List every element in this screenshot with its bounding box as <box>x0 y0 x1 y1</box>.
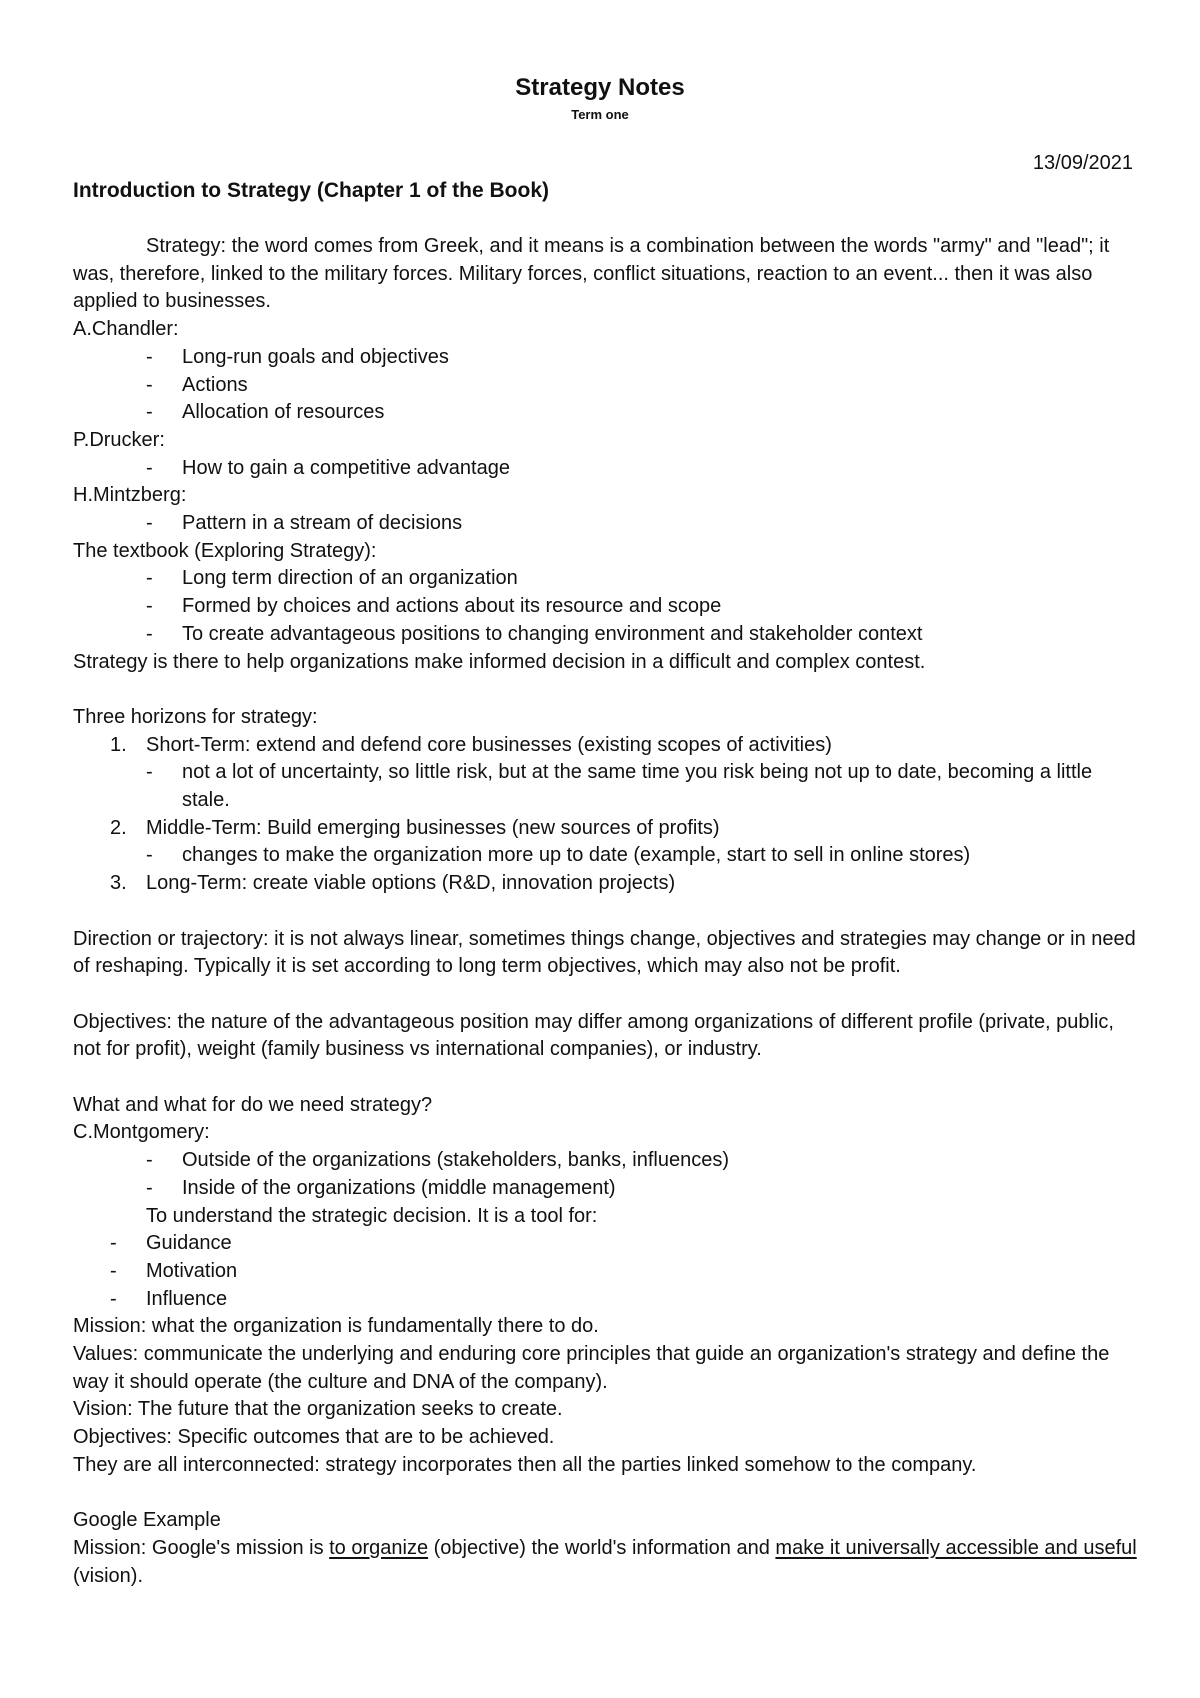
horizons-list <box>73 732 1139 898</box>
help-line: Strategy is there to help organizations make informed decision in a difficult and complex contest. <box>73 650 926 673</box>
list-item: - Allocation of resources <box>146 401 385 424</box>
list-item: - Pattern in a stream of decisions <box>146 512 463 535</box>
underlined-phrase: to organize <box>329 1536 429 1559</box>
textbook-list <box>73 565 1139 648</box>
document-body <box>73 233 1139 1590</box>
list-item: - changes to make the organization more up to date (example, start to sell in online stores) <box>146 844 971 867</box>
document-subtitle: Term one <box>571 107 629 122</box>
chandler-label: A.Chandler: <box>73 318 179 341</box>
list-item: - Guidance <box>110 1232 232 1255</box>
mission-line: Mission: what the organization is fundamentally there to do. <box>73 1315 599 1338</box>
direction-paragraph: Direction or trajectory: it is not always linear, sometimes things change, objectives and strategies may change or in need of reshaping. Typically it is set according to long term objectives, which may also not be profit. <box>73 927 1136 978</box>
document-title: Strategy Notes <box>515 74 685 101</box>
list-item: - Formed by choices and actions about its resource and scope <box>146 595 722 618</box>
list-item: - How to gain a competitive advantage <box>146 456 510 479</box>
horizons-label: Three horizons for strategy: <box>73 705 318 728</box>
vision-line: Vision: The future that the organization seeks to create. <box>73 1398 563 1421</box>
google-mission: Mission: Google's mission is to organize (objective) the world's information and make it universally accessible and useful (vision). <box>73 1536 1137 1587</box>
montgomery-list <box>73 1147 1139 1202</box>
objectives-line: Objectives: Specific outcomes that are to be achieved. <box>73 1426 555 1449</box>
google-label: Google Example <box>73 1509 221 1532</box>
drucker-list <box>73 455 1139 483</box>
mintzberg-list <box>73 510 1139 538</box>
connected-line: They are all interconnected: strategy incorporates then all the parties linked somehow to the company. <box>73 1453 977 1476</box>
textbook-label: The textbook (Exploring Strategy): <box>73 539 377 562</box>
mintzberg-label: H.Mintzberg: <box>73 484 187 507</box>
list-item: - Actions <box>146 373 248 396</box>
tool-list <box>37 1230 1139 1313</box>
list-item: 2. Middle-Term: Build emerging businesses (new sources of profits) - changes to make the organization more up to date (example, start to sell in online stores) <box>73 815 1139 870</box>
list-item: - Inside of the organizations (middle management) <box>146 1176 616 1199</box>
list-item: - Motivation <box>110 1259 238 1282</box>
document-date: 13/09/2021 <box>1032 152 1133 174</box>
list-item: 3. Long-Term: create viable options (R&D, innovation projects) <box>110 872 676 895</box>
intro-paragraph: Strategy: the word comes from Greek, and it means is a combination between the words "army" and "lead"; it was, therefore, linked to the military forces. Military forces, conflict situations, reaction to an event... then it was also applied to businesses. <box>73 235 1110 313</box>
what-for-line: What and what for do we need strategy? <box>73 1093 433 1116</box>
underlined-phrase: make it universally accessible and useful <box>775 1536 1137 1559</box>
list-item: - Influence <box>110 1287 228 1310</box>
list-item: - Long-run goals and objectives <box>146 345 449 368</box>
list-item: 1. Short-Term: extend and defend core businesses (existing scopes of activities) - not a lot of uncertainty, so little risk, but at the same time you risk being not up to date, becoming a little stale. <box>73 732 1139 815</box>
list-item: - To create advantageous positions to changing environment and stakeholder context <box>146 622 923 645</box>
list-item: - Outside of the organizations (stakeholders, banks, influences) <box>146 1149 729 1172</box>
list-item: - not a lot of uncertainty, so little risk, but at the same time you risk being not up to date, becoming a little stale. <box>146 761 1093 812</box>
montgomery-label: C.Montgomery: <box>73 1121 210 1144</box>
chandler-list <box>73 344 1139 427</box>
tool-line: To understand the strategic decision. It is a tool for: <box>146 1204 598 1227</box>
objectives-paragraph: Objectives: the nature of the advantageous position may differ among organizations of different profile (private, public, not for profit), weight (family business vs international companies), or industry. <box>73 1010 1114 1061</box>
values-line: Values: communicate the underlying and enduring core principles that guide an organization's strategy and define the way it should operate (the culture and DNA of the company). <box>73 1343 1110 1393</box>
section-heading: Introduction to Strategy (Chapter 1 of the Book) <box>73 179 549 202</box>
drucker-label: P.Drucker: <box>73 428 165 451</box>
list-item: - Long term direction of an organization <box>146 567 518 590</box>
